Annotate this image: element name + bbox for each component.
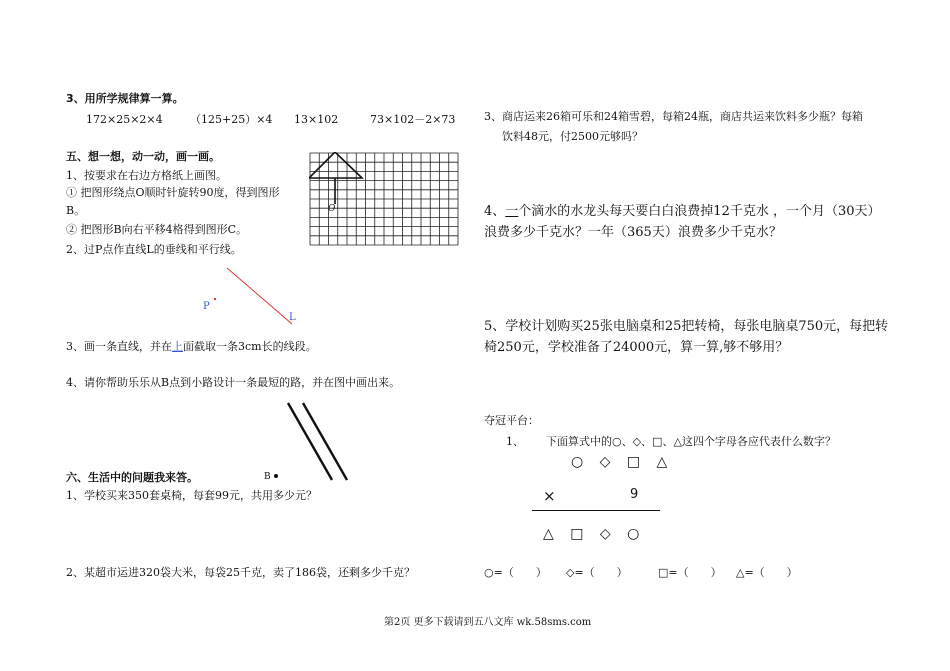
umbrella-figure [309, 152, 362, 204]
calc-rule-line [532, 510, 660, 511]
answer-diamond: ◇=（ ） [566, 566, 628, 579]
expr-1: 172×25×2×4 [86, 113, 163, 126]
section3-title: 3、用所学规律算一算。 [66, 92, 184, 105]
s6-q2: 2、某超市运进320袋大米，每袋25千克，卖了186袋，还剩多少千克？ [66, 566, 415, 579]
expr-2: （125+25）×4 [190, 113, 273, 126]
r-q4-underlined: 一 [505, 204, 519, 219]
point-p-label: P [203, 301, 210, 312]
s5-q1a-line1: ① 把图形绕点O顺时针旋转90度，得到图形 [66, 186, 280, 199]
symbols-row1: ○ ◇ □ △ [571, 454, 674, 470]
section6-title: 六、生活中的问题我来答。 [66, 471, 198, 484]
answer-triangle: △=（ ） [736, 566, 798, 579]
line-l-label: L [289, 312, 296, 323]
champion-title: 夺冠平台： [484, 414, 539, 427]
s5-q1: 1、按要求在右边方格纸上画图。 [66, 169, 227, 182]
r-q4-prefix: 4、 [484, 204, 506, 219]
grid-paper [309, 152, 459, 246]
r-q4-text: 个滴水的水龙头每天要白白浪费掉12千克水 ，一个月（30天）浪费多少千克水？一年（365天）浪费多少千克水？ [484, 204, 881, 240]
s5-q1b: ② 把图形B向右平移4格得到图形C。 [66, 223, 247, 236]
point-b-dot [274, 474, 278, 478]
answer-circle: ○=（ ） [484, 566, 547, 579]
r-q3-line2: 饮料48元，付2500元够吗？ [502, 130, 643, 143]
section5-title: 五、想一想，动一动，画一画。 [66, 150, 220, 163]
grid-point-o-label: O [328, 204, 336, 214]
expr-3: 13×102 [294, 113, 339, 126]
s5-q4: 4、请你帮助乐乐从B点到小路设计一条最短的路，并在图中画出来。 [66, 376, 401, 389]
champion-q1-text: 下面算式中的○、◇、□、△这四个字母各应代表什么数字？ [546, 435, 836, 448]
answer-square: □=（ ） [658, 566, 722, 579]
r-q3-line1: 3、商店运来26箱可乐和24箱雪碧，每箱24瓶，商店共运来饮料多少瓶？每箱 [484, 110, 863, 123]
s5-q1a-line2: B。 [66, 204, 86, 217]
times-sign: × [543, 487, 556, 505]
s5-q3-link[interactable]: 上 [172, 340, 183, 353]
r-q4 [484, 202, 889, 244]
point-b-label: B [264, 472, 271, 482]
s5-q3 [66, 340, 317, 354]
expr-4: 73×102－2×73 [370, 113, 456, 126]
line-l [220, 260, 300, 330]
point-p-dot [214, 298, 216, 300]
s5-q2: 2、过P点作直线L的垂线和平行线。 [66, 243, 242, 256]
road-lines [283, 400, 353, 485]
champion-q1-num: 1、 [506, 435, 524, 448]
s6-q1: 1、学校买来350套桌椅，每套99元，共用多少元？ [66, 489, 317, 502]
footer-text: 第2页 更多下载请到五八文库 wk.58sms.com [384, 617, 592, 628]
s5-q3-after: 面截取一条3cm长的线段。 [183, 340, 317, 353]
result-symbols: △ □ ◇ ○ [543, 526, 646, 542]
multiplier: 9 [630, 487, 639, 502]
s5-q3-before: 3、画一条直线，并在 [66, 340, 172, 353]
r-q5: 5、学校计划购买25张电脑桌和25把转椅，每张电脑桌750元，每把转椅250元，学校准备了24000元，算一算,够不够用？ [484, 319, 889, 355]
